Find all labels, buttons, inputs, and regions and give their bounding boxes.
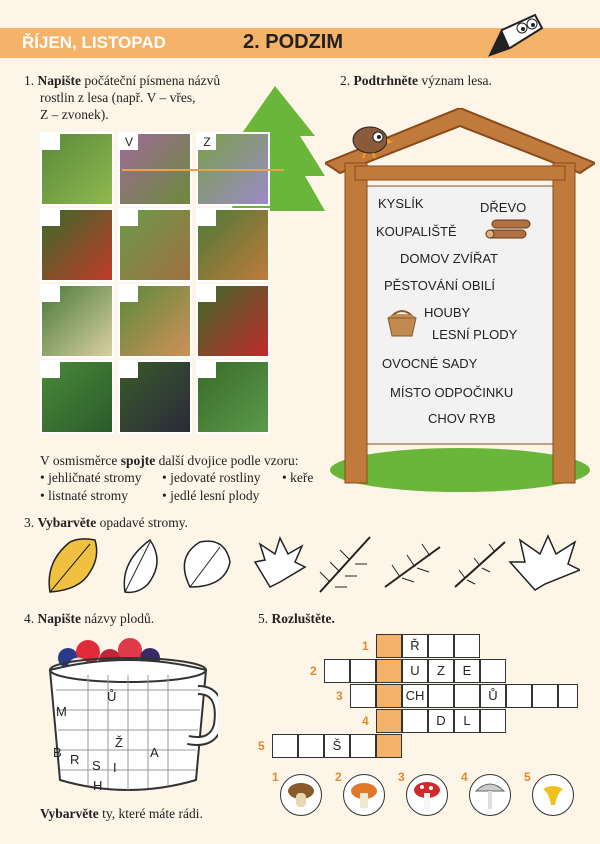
maple-leaf-icon-1	[255, 538, 305, 587]
task2-instruction	[340, 72, 492, 89]
crossword-cell[interactable]: Z	[428, 659, 454, 683]
crossword-cell[interactable]	[454, 684, 480, 708]
bolete-mushroom-icon	[280, 774, 322, 816]
crossword-cell[interactable]	[506, 684, 532, 708]
plant-grid	[40, 132, 276, 438]
leaves-row	[40, 532, 580, 600]
task5-instruction	[258, 610, 335, 627]
sign-word-houby[interactable]: HOUBY	[424, 305, 471, 320]
fly-agaric-icon	[406, 774, 448, 816]
plant-cell-7	[40, 284, 114, 358]
mushroom-number: 4	[461, 770, 468, 784]
mug-letter: Ů	[107, 689, 117, 704]
task1-line1: počáteční písmena názvů	[84, 73, 221, 88]
mug-letter: H	[93, 778, 103, 793]
pine-branch-icon	[320, 537, 370, 592]
plant-cell-1	[40, 132, 114, 206]
crossword-cell[interactable]	[298, 734, 324, 758]
crossword-cell[interactable]: Ů	[480, 684, 506, 708]
task1-line3: Z – zvonek).	[40, 107, 109, 122]
plant-letter-box[interactable]	[120, 286, 138, 302]
bullet-5: • jedlé lesní plody	[162, 488, 260, 503]
plant-letter-box[interactable]: Z	[198, 134, 216, 150]
plant-letter-box[interactable]: V	[120, 134, 138, 150]
crossword-cell[interactable]: D	[428, 709, 454, 733]
crossword-row-number: 2	[310, 664, 317, 678]
task2-number: 2.	[340, 73, 351, 88]
plant-letter-box[interactable]	[198, 362, 216, 378]
task5-verb: Rozluštěte.	[271, 611, 335, 626]
plant-letter-box[interactable]	[42, 134, 60, 150]
crossword-row-number: 5	[258, 739, 265, 753]
header-months: ŘÍJEN, LISTOPAD	[22, 33, 166, 52]
task4-verb: Napište	[37, 611, 81, 626]
mug-letter: S	[92, 758, 101, 773]
plant-cell-4	[40, 208, 114, 282]
plant-letter-box[interactable]	[42, 210, 60, 226]
crossword-cell[interactable]	[454, 634, 480, 658]
task4-instruction	[24, 610, 154, 627]
sign-word-kyslik[interactable]: KYSLÍK	[378, 196, 424, 211]
crossword-cell[interactable]	[532, 684, 558, 708]
crossword-cell[interactable]: CH	[402, 684, 428, 708]
crossword-cell[interactable]	[350, 659, 376, 683]
bullet-1: • jehličnaté stromy	[40, 470, 142, 485]
sign-word-domov-zvirat[interactable]: DOMOV ZVÍŘAT	[400, 251, 498, 266]
plant-letter-box[interactable]	[42, 286, 60, 302]
bullet-4: • listnaté stromy	[40, 488, 128, 503]
wooden-sign	[325, 108, 595, 493]
crossword-cell[interactable]	[376, 634, 402, 658]
crossword-cell[interactable]	[558, 684, 578, 708]
maple-leaf-icon-2	[510, 536, 580, 590]
crossword-cell[interactable]	[428, 634, 454, 658]
mushroom-number: 2	[335, 770, 342, 784]
task4-footer-text: ty, které máte rádi.	[98, 806, 203, 821]
plant-cell-10	[40, 360, 114, 434]
mug-letter: A	[150, 745, 159, 760]
mushroom-number: 1	[272, 770, 279, 784]
bullet-3: • keře	[282, 470, 314, 485]
task1-line2: rostlin z lesa (např. V – vřes,	[40, 90, 196, 105]
spruce-branch-icon	[455, 542, 505, 587]
task4-footer-verb: Vybarvěte	[40, 806, 99, 821]
mushroom-number: 3	[398, 770, 405, 784]
sign-word-misto-odpocinku[interactable]: MÍSTO ODPOČINKU	[390, 385, 514, 400]
plant-letter-box[interactable]	[198, 286, 216, 302]
task1-follow-pre: V osmisměrce	[40, 453, 121, 468]
crossword-cell[interactable]	[324, 659, 350, 683]
task1-verb: Napište	[37, 73, 81, 88]
basket-icon	[384, 304, 420, 340]
sign-word-pestovani-obili[interactable]: PĚSTOVÁNÍ OBILÍ	[384, 278, 496, 293]
crossword-cell[interactable]	[480, 659, 506, 683]
task4-number: 4.	[24, 611, 35, 626]
crossword-cell[interactable]	[402, 709, 428, 733]
crossword-cell[interactable]	[480, 709, 506, 733]
crossword-cell[interactable]	[272, 734, 298, 758]
crossword-cell[interactable]: L	[454, 709, 480, 733]
firewood-icon	[482, 218, 534, 242]
task2-verb: Podtrhněte	[353, 73, 418, 88]
mushroom-number: 5	[524, 770, 531, 784]
mug-letter: B	[53, 745, 62, 760]
plant-letter-box[interactable]	[120, 210, 138, 226]
bird-icon	[345, 115, 395, 160]
birch-leaf-icon	[124, 540, 157, 592]
mug-letter: Ž	[115, 735, 123, 750]
task4-footer	[40, 805, 203, 822]
bullet-2: • jedovaté rostliny	[162, 470, 261, 485]
task4-text: názvy plodů.	[81, 611, 155, 626]
crossword-cell[interactable]	[376, 659, 402, 683]
sign-word-lesni-plody[interactable]: LESNÍ PLODY	[432, 327, 518, 342]
task2-text: význam lesa.	[418, 73, 492, 88]
sign-word-chov-ryb[interactable]: CHOV RYB	[428, 411, 496, 426]
crossword-cell[interactable]	[376, 684, 402, 708]
crossword-cell[interactable]	[428, 684, 454, 708]
larch-branch-icon	[385, 544, 440, 587]
crossword-row-number: 3	[336, 689, 343, 703]
plant-cell-6	[196, 208, 270, 282]
page-title: 2. PODZIM	[243, 31, 344, 53]
task1-number: 1.	[24, 73, 35, 88]
task3-text: opadavé stromy.	[96, 515, 188, 530]
crossword-cell[interactable]: U	[402, 659, 428, 683]
plant-letter-box[interactable]	[198, 210, 216, 226]
plant-cell-12	[196, 360, 270, 434]
crossword-cell[interactable]: Š	[324, 734, 350, 758]
sign-word-koupaliste[interactable]: KOUPALIŠTĚ	[376, 224, 457, 239]
crossword-cell[interactable]: E	[454, 659, 480, 683]
linden-leaf-icon	[184, 541, 230, 587]
orange-cap-mushroom-icon	[343, 774, 385, 816]
pencil-mascot-icon	[480, 10, 550, 60]
plant-cell-9	[196, 284, 270, 358]
plant-cell-5	[118, 208, 192, 282]
task3-instruction	[24, 514, 188, 531]
task3-verb: Vybarvěte	[37, 515, 97, 530]
plant-cell-8	[118, 284, 192, 358]
example-connector-line	[118, 165, 288, 175]
task1-follow-up	[40, 452, 340, 469]
crossword-cell[interactable]	[350, 734, 376, 758]
crossword-cell[interactable]	[376, 709, 402, 733]
chanterelle-icon	[532, 774, 574, 816]
sign-word-drevo[interactable]: DŘEVO	[480, 200, 527, 215]
mug-letter: M	[56, 704, 67, 719]
crossword-row-number: 1	[362, 639, 369, 653]
task3-number: 3.	[24, 515, 35, 530]
mug-letter: R	[70, 752, 80, 767]
plant-letter-box[interactable]	[42, 362, 60, 378]
parasol-mushroom-icon	[469, 774, 511, 816]
plant-letter-box[interactable]	[120, 362, 138, 378]
plant-cell-11	[118, 360, 192, 434]
mug-letter: I	[113, 760, 117, 775]
crossword-cell[interactable]	[350, 684, 376, 708]
oak-leaf-icon	[49, 539, 97, 592]
task1-follow-post: další dvojice podle vzoru:	[155, 453, 299, 468]
crossword-row-number: 4	[362, 714, 369, 728]
task5-number: 5.	[258, 611, 269, 626]
crossword-cell[interactable]: Ř	[402, 634, 428, 658]
sign-word-ovocne-sady[interactable]: OVOCNÉ SADY	[382, 356, 478, 371]
task1-follow-verb: spojte	[120, 453, 156, 468]
crossword-cell[interactable]	[376, 734, 402, 758]
